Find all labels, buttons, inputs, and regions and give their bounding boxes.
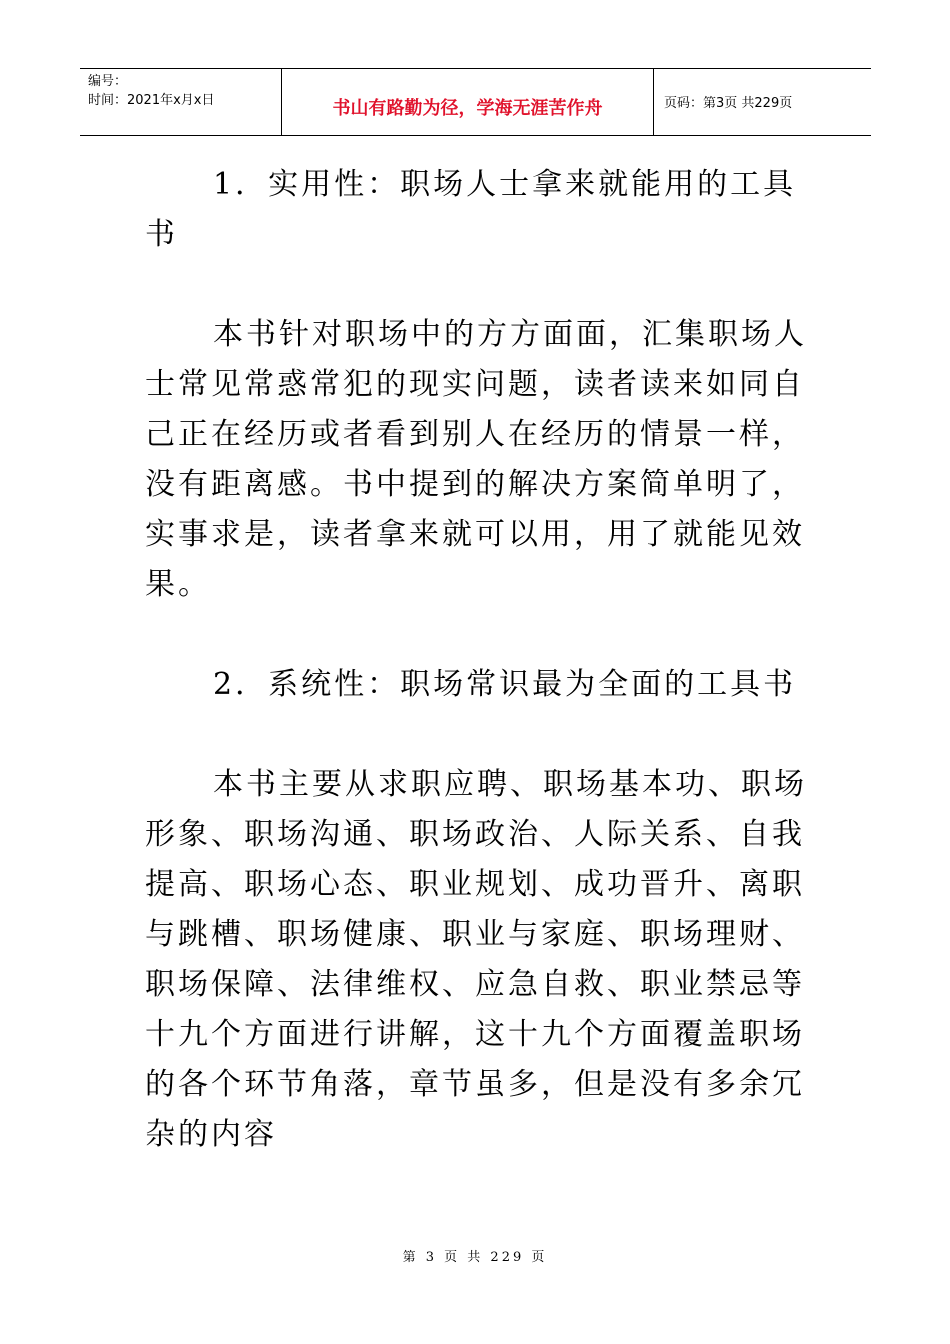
- paragraph-1: 本书针对职场中的方方面面，汇集职场人士常见常惑常犯的现实问题，读者读来如同自己正在经历或者看到别人在经历的情景一样，没有距离感。书中提到的解决方案简单明了，实事求是，读者拿来就可以用，用了就能见效果。: [145, 317, 807, 602]
- code-label: 编号：: [88, 74, 128, 89]
- section-heading-1: 1．实用性：职场人士拿来就能用的工具书: [145, 167, 797, 252]
- header-right-cell: [654, 69, 871, 135]
- document-header: [80, 68, 871, 136]
- section-heading-2: 2．系统性：职场常识最为全面的工具书: [213, 667, 797, 702]
- page-footer: 第 3 页 共 229 页: [402, 1250, 548, 1265]
- header-left-cell: [80, 69, 282, 135]
- paragraph-2: 本书主要从求职应聘、职场基本功、职场形象、职场沟通、职场政治、人际关系、自我提高、职场心态、职业规划、成功晋升、离职与跳槽、职场健康、职业与家庭、职场理财、职场保障、法律维权、应急自救、职业禁忌等十九个方面进行讲解，这十九个方面覆盖职场的各个环节角落，章节虽多，但是没有多余冗杂的内容: [145, 767, 807, 1152]
- header-middle-cell: [282, 69, 654, 135]
- motto: 书山有路勤为径，学海无涯苦作舟: [332, 98, 603, 119]
- document-body: [145, 160, 815, 1160]
- page-info: 页码：第3页 共229页: [664, 96, 793, 111]
- time-line: 时间：2021年x月x日: [88, 93, 215, 108]
